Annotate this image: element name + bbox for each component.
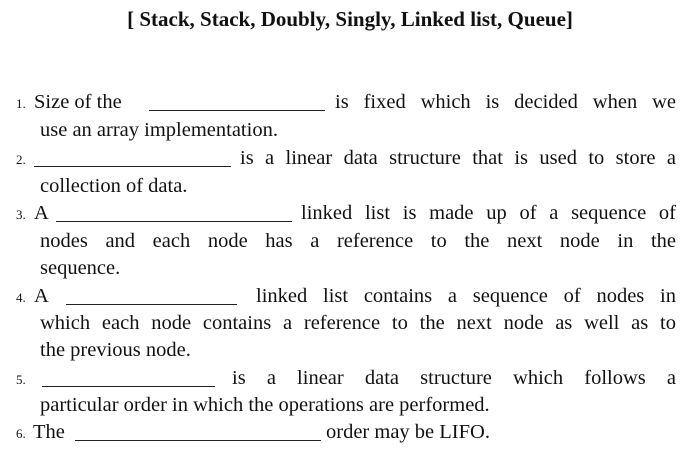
question-text-continuation: which each node contains a reference to the next node as well as to [40,312,676,334]
question-number: 3. [16,207,26,222]
question-text-before: A [34,202,49,224]
question-text-continuation: the previous node. [40,339,191,361]
question-text-after: is fixed which is decided when we [335,91,676,113]
question-text-continuation: sequence. [40,257,121,279]
answer-blank-1[interactable] [149,110,325,111]
question-text-after: is a linear data structure that is used to store a [240,147,676,169]
question-1-continuation [0,116,700,144]
answer-blank-2[interactable] [34,166,231,167]
question-5-line [0,364,700,392]
question-text-before: Size of the [34,91,122,113]
page-title: [ Stack, Stack, Doubly, Singly, Linked list, Queue] [127,7,573,31]
question-2-line [0,144,700,172]
question-number: 5. [16,372,26,387]
question-text-after: is a linear data structure which follows a [232,367,676,389]
answer-blank-5[interactable] [42,386,215,387]
question-3-line [0,199,700,227]
question-text-continuation: particular order in which the operations are performed. [40,394,490,416]
question-text-before: The [33,421,65,443]
question-4-line [0,282,700,310]
question-text-before: A [34,285,49,307]
answer-blank-4[interactable] [66,304,237,305]
question-text-continuation: nodes and each node has a reference to the next node in the [40,230,676,252]
answer-blank-3[interactable] [56,221,292,222]
question-3-continuation [0,227,700,255]
question-number: 6. [16,426,26,441]
question-3-continuation [0,254,700,282]
question-number: 4. [16,290,26,305]
question-number: 1. [16,96,26,111]
question-2-continuation [0,172,700,200]
question-4-continuation [0,309,700,337]
question-text-continuation: use an array implementation. [40,119,278,141]
answer-blank-6[interactable] [75,440,321,441]
question-text-continuation: collection of data. [40,175,188,197]
question-text-after: linked list is made up of a sequence of [301,202,676,224]
question-1-line [0,88,700,116]
question-text-after: linked list contains a sequence of nodes in [256,285,676,307]
question-text-after: order may be LIFO. [326,421,490,443]
question-number: 2. [16,152,26,167]
question-5-continuation [0,391,700,419]
question-6-line [0,418,700,446]
question-4-continuation [0,336,700,364]
